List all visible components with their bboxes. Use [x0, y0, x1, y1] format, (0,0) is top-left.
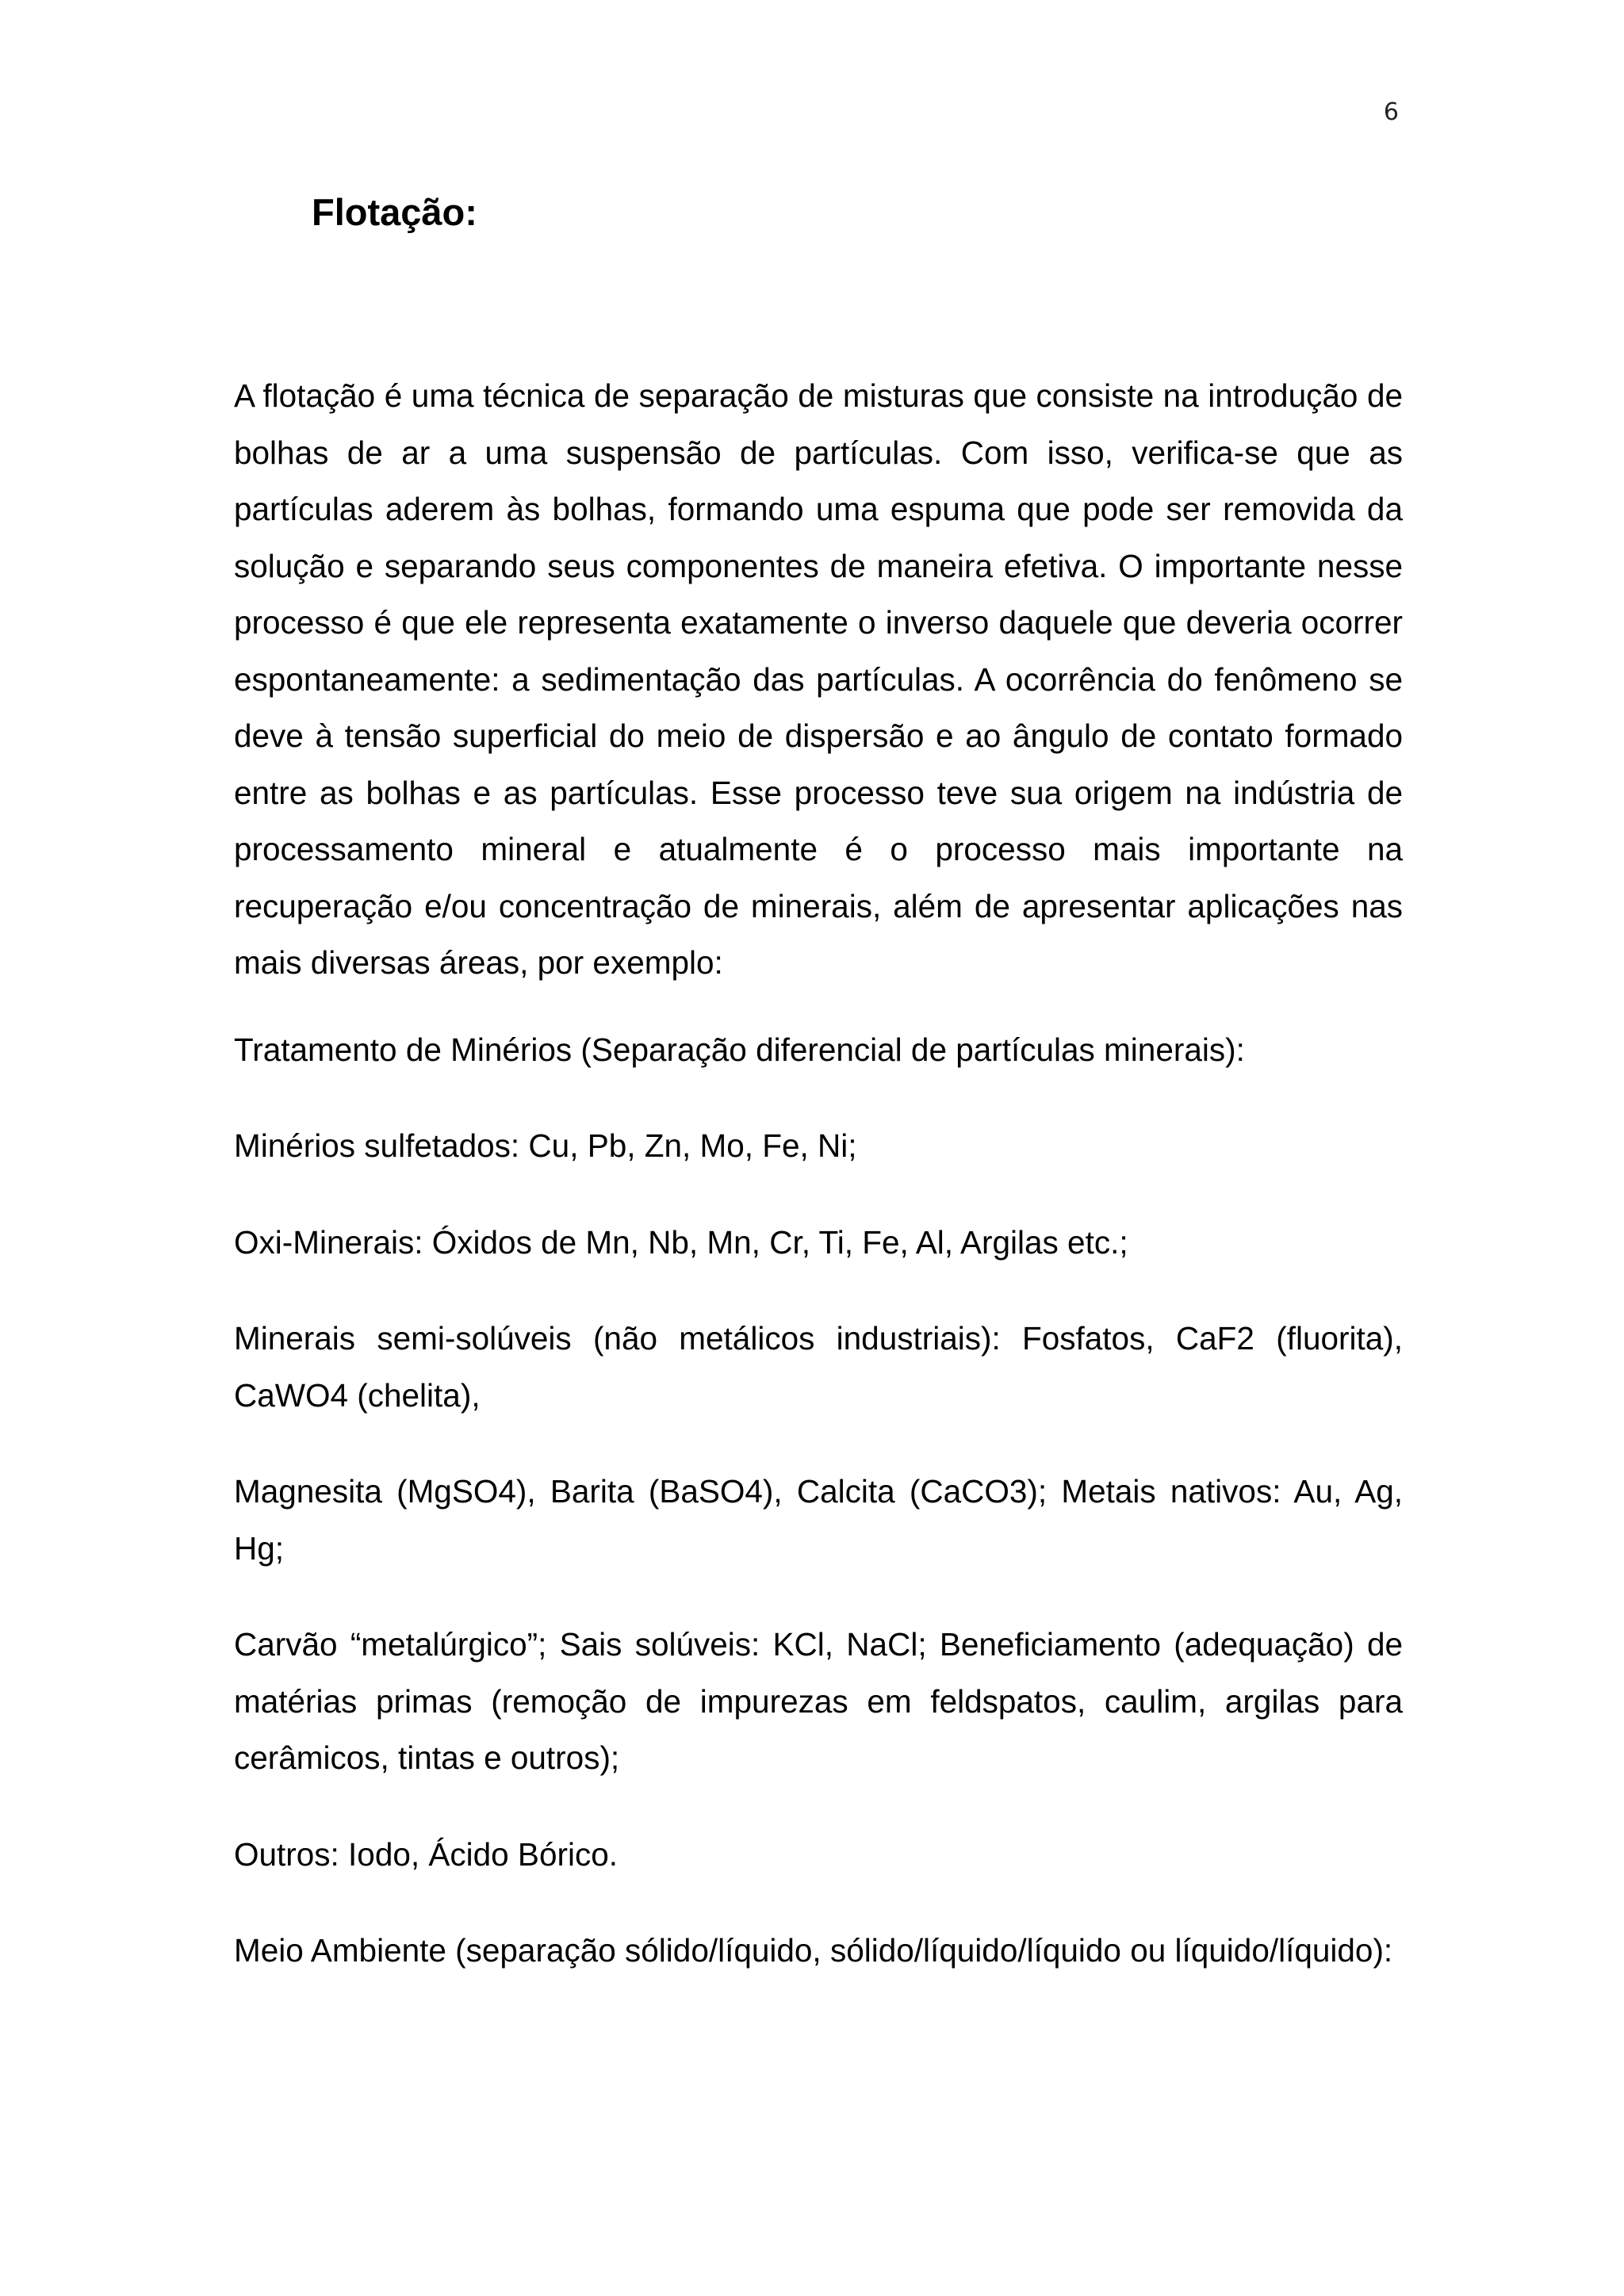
semi-soluble-minerals-paragraph: Minerais semi-solúveis (não metálicos industriais): Fosfatos, CaF2 (fluorita), CaWO4 (chelita),: [234, 1320, 1403, 1414]
magnesite-paragraph: Magnesita (MgSO4), Barita (BaSO4), Calcita (CaCO3); Metais nativos: Au, Ag, Hg;: [234, 1473, 1403, 1567]
others-paragraph: Outros: Iodo, Ácido Bórico.: [234, 1835, 618, 1873]
ore-treatment-paragraph: Tratamento de Minérios (Separação diferencial de partículas minerais):: [234, 1031, 1245, 1068]
environment-paragraph: Meio Ambiente (separação sólido/líquido, sólido/líquido/líquido ou líquido/líquido):: [234, 1932, 1393, 1969]
document-body: [234, 368, 1403, 2019]
intro-paragraph: A flotação é uma técnica de separação de misturas que consiste na introdução de bolhas de ar a uma suspensão de partículas. Com isso, verifica-se que as partículas aderem às bolhas, formando uma espuma que pode ser removida da solução e separando seus componentes de maneira efetiva. O importante nesse processo é que ele representa exatamente o inverso daquele que deveria ocorrer espontaneamente: a sedimentação das partículas. A ocorrência do fenômeno se deve à tensão superficial do meio de dispersão e ao ângulo de contato formado entre as bolhas e as partículas. Esse processo teve sua origem na indústria de processamento mineral e atualmente é o processo mais importante na recuperação e/ou concentração de minerais, além de apresentar aplicações nas mais diversas áreas, por exemplo:: [234, 377, 1403, 981]
sulfide-ores-paragraph: Minérios sulfetados: Cu, Pb, Zn, Mo, Fe, Ni;: [234, 1127, 857, 1164]
page-title: Flotação:: [312, 191, 477, 233]
coal-paragraph: Carvão “metalúrgico”; Sais solúveis: KCl, NaCl; Beneficiamento (adequação) de matérias primas (remoção de impurezas em feldspatos, caulim, argilas para cerâmicos, tintas e outros);: [234, 1626, 1403, 1776]
oxi-minerals-paragraph: Oxi-Minerais: Óxidos de Mn, Nb, Mn, Cr, Ti, Fe, Al, Argilas etc.;: [234, 1223, 1128, 1261]
page-number: 6: [1383, 98, 1399, 126]
